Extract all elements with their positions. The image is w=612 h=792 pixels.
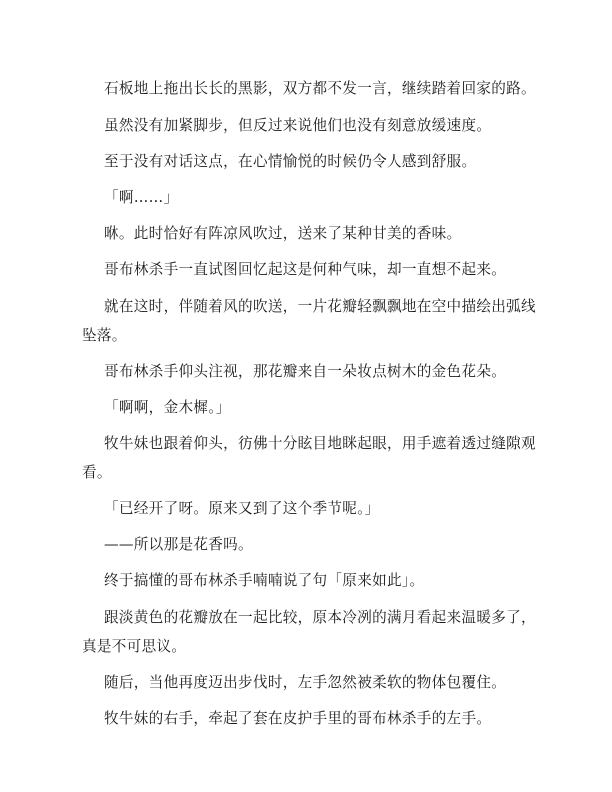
paragraph <box>82 292 536 350</box>
text-line: 跟淡黄色的花瓣放在一起比较，原本冷冽的满月看起来温暖多了， <box>104 609 536 626</box>
text-line: 「啊……」 <box>104 189 179 206</box>
text-line: 「啊啊，金木樨。」 <box>104 399 231 416</box>
text-line: 牧牛妹的右手，牵起了套在皮护手里的哥布林杀手的左手。 <box>104 710 492 727</box>
text-line: 虽然没有加紧脚步，但反过来说他们也没有刻意放缓速度。 <box>104 117 492 134</box>
text-line: 看。 <box>82 464 112 481</box>
text-line: 咻。此时恰好有阵凉风吹过，送来了某种甘美的香味。 <box>104 225 462 242</box>
paragraph <box>104 566 534 595</box>
paragraph <box>104 219 534 248</box>
text-line: 哥布林杀手一直试图回忆起这是何种气味，却一直想不起来。 <box>104 261 507 278</box>
paragraph <box>104 357 534 386</box>
paragraph <box>104 183 534 212</box>
paragraph <box>82 429 536 487</box>
paragraph <box>104 393 534 422</box>
paragraph <box>104 668 534 697</box>
paragraph <box>104 494 534 523</box>
text-line: 终于搞懂的哥布林杀手喃喃说了句「原来如此」。 <box>104 572 425 589</box>
paragraph <box>104 147 534 176</box>
text-line: 「已经开了呀。原来又到了这个季节呢。」 <box>104 500 380 517</box>
text-line: 石板地上拖出长长的黑影，双方都不发一言，继续踏着回家的路。 <box>104 80 536 97</box>
paragraph <box>82 603 536 661</box>
paragraph <box>104 255 534 284</box>
text-line: 至于没有对话这点，在心情愉悦的时候仍令人感到舒服。 <box>104 153 477 170</box>
text-line: 随后，当他再度迈出步伐时，左手忽然被柔软的物体包覆住。 <box>104 674 507 691</box>
paragraph <box>104 111 534 140</box>
text-line: 坠落。 <box>82 327 127 344</box>
text-line: 就在这时，伴随着风的吹送，一片花瓣轻飘飘地在空中描绘出弧线 <box>104 298 536 315</box>
text-line: 牧牛妹也跟着仰头，彷佛十分眩目地眯起眼，用手遮着透过缝隙观 <box>104 435 536 452</box>
paragraph <box>104 704 534 733</box>
text-line: ——所以那是花香吗。 <box>104 536 253 553</box>
text-line: 真是不可思议。 <box>82 638 187 655</box>
text-line: 哥布林杀手仰头注视，那花瓣来自一朵妆点树木的金色花朵。 <box>104 363 507 380</box>
paragraph <box>104 530 534 559</box>
paragraph <box>104 74 534 103</box>
